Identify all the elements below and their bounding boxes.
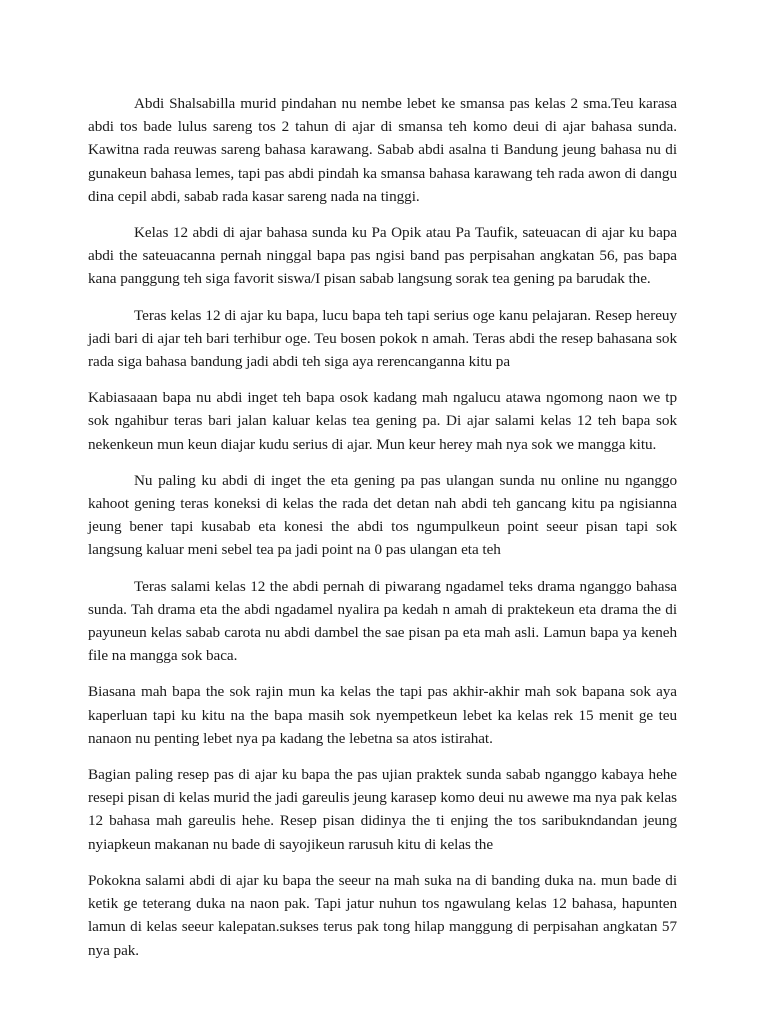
paragraph-4: Kabiasaaan bapa nu abdi inget teh bapa osok kadang mah ngalucu atawa ngomong naon we tp sok ngahibur teras bari jalan kaluar kelas tea gening pa. Di ajar salami kelas 12 teh bapa sok nekenkeun mun keun diajar kudu serius di ajar. Mun keur herey mah nya sok we mangga kitu. — [88, 389, 677, 453]
paragraph-7: Biasana mah bapa the sok rajin mun ka kelas the tapi pas akhir-akhir mah sok bapana sok aya kaperluan tapi ku kitu na the bapa masih sok nyempetkeun lebet ka kelas rek 15 menit ge teu nanaon nu penting lebet nya pa kadang the lebetna sa atos istirahat. — [88, 683, 677, 747]
document-page — [88, 92, 677, 975]
paragraph-1: Abdi Shalsabilla murid pindahan nu nembe lebet ke smansa pas kelas 2 sma.Teu karasa abdi tos bade lulus sareng tos 2 tahun di ajar di smansa teh komo deui di ajar bahasa sunda. Kawitna rada reuwas sareng bahasa karawang. Sabab abdi asalna ti Bandung jeung bahasa nu di gunakeun bahasa lemes, tapi pas abdi pindah ka smansa bahasa karawang teh rada awon di dangu dina cepil abdi, sabab rada kasar sareng nada na tinggi. — [88, 95, 677, 205]
paragraph-2: Kelas 12 abdi di ajar bahasa sunda ku Pa Opik atau Pa Taufik, sateuacan di ajar ku bapa abdi the sateuacanna pernah ninggal bapa pas ngisi band pas perpisahan angkatan 56, pas bapa kana panggung teh siga favorit siswa/I pisan sabab langsung sorak tea gening pa barudak the. — [88, 224, 677, 288]
paragraph-5: Nu paling ku abdi di inget the eta gening pa pas ulangan sunda nu online nu nganggo kahoot gening teras koneksi di kelas the rada det detan nah abdi teh gancang kitu pa ngisianna jeung bener tapi kusabab eta konesi the abdi tos ngumpulkeun point seeur pisan tapi sok langsung kaluar meni sebel tea pa jadi point na 0 pas ulangan eta teh — [88, 471, 677, 559]
paragraph-6: Teras salami kelas 12 the abdi pernah di piwarang ngadamel teks drama nganggo bahasa sunda. Tah drama eta the abdi ngadamel nyalira pa kedah n amah di praktekeun eta drama the di payuneun kelas sabab carota nu abdi dambel the sae pisan pa eta mah asli. Lamun bapa ya keneh file na mangga sok baca. — [88, 577, 677, 665]
paragraph-8: Bagian paling resep pas di ajar ku bapa the pas ujian praktek sunda sabab nganggo kabaya hehe resepi pisan di kelas murid the jadi gareulis jeung karasep komo deui nu awewe ma nya pak kelas 12 bahasa mah gareulis hehe. Resep pisan didinya the ti enjing the tos saribukndandan jeung nyiapkeun makanan nu bade di sayojikeun rarusuh kitu di kelas the — [88, 766, 677, 853]
paragraph-9: Pokokna salami abdi di ajar ku bapa the seeur na mah suka na di banding duka na. mun bade di ketik ge teterang duka na naon pak. Tapi jatur nuhun tos ngawulang kelas 12 bahasa, hapunten lamun di kelas seeur kalepatan.sukses terus pak tong hilap manggung di perpisahan angkatan 57 nya pak. — [88, 871, 677, 959]
paragraph-3: Teras kelas 12 di ajar ku bapa, lucu bapa teh tapi serius oge kanu pelajaran. Resep hereuy jadi bari di ajar teh bari terhibur oge. Teu bosen pokok n amah. Teras abdi the resep bahasana sok rada siga bahasa bandung jadi abdi teh siga aya rerencanganna kitu pa — [88, 306, 677, 371]
